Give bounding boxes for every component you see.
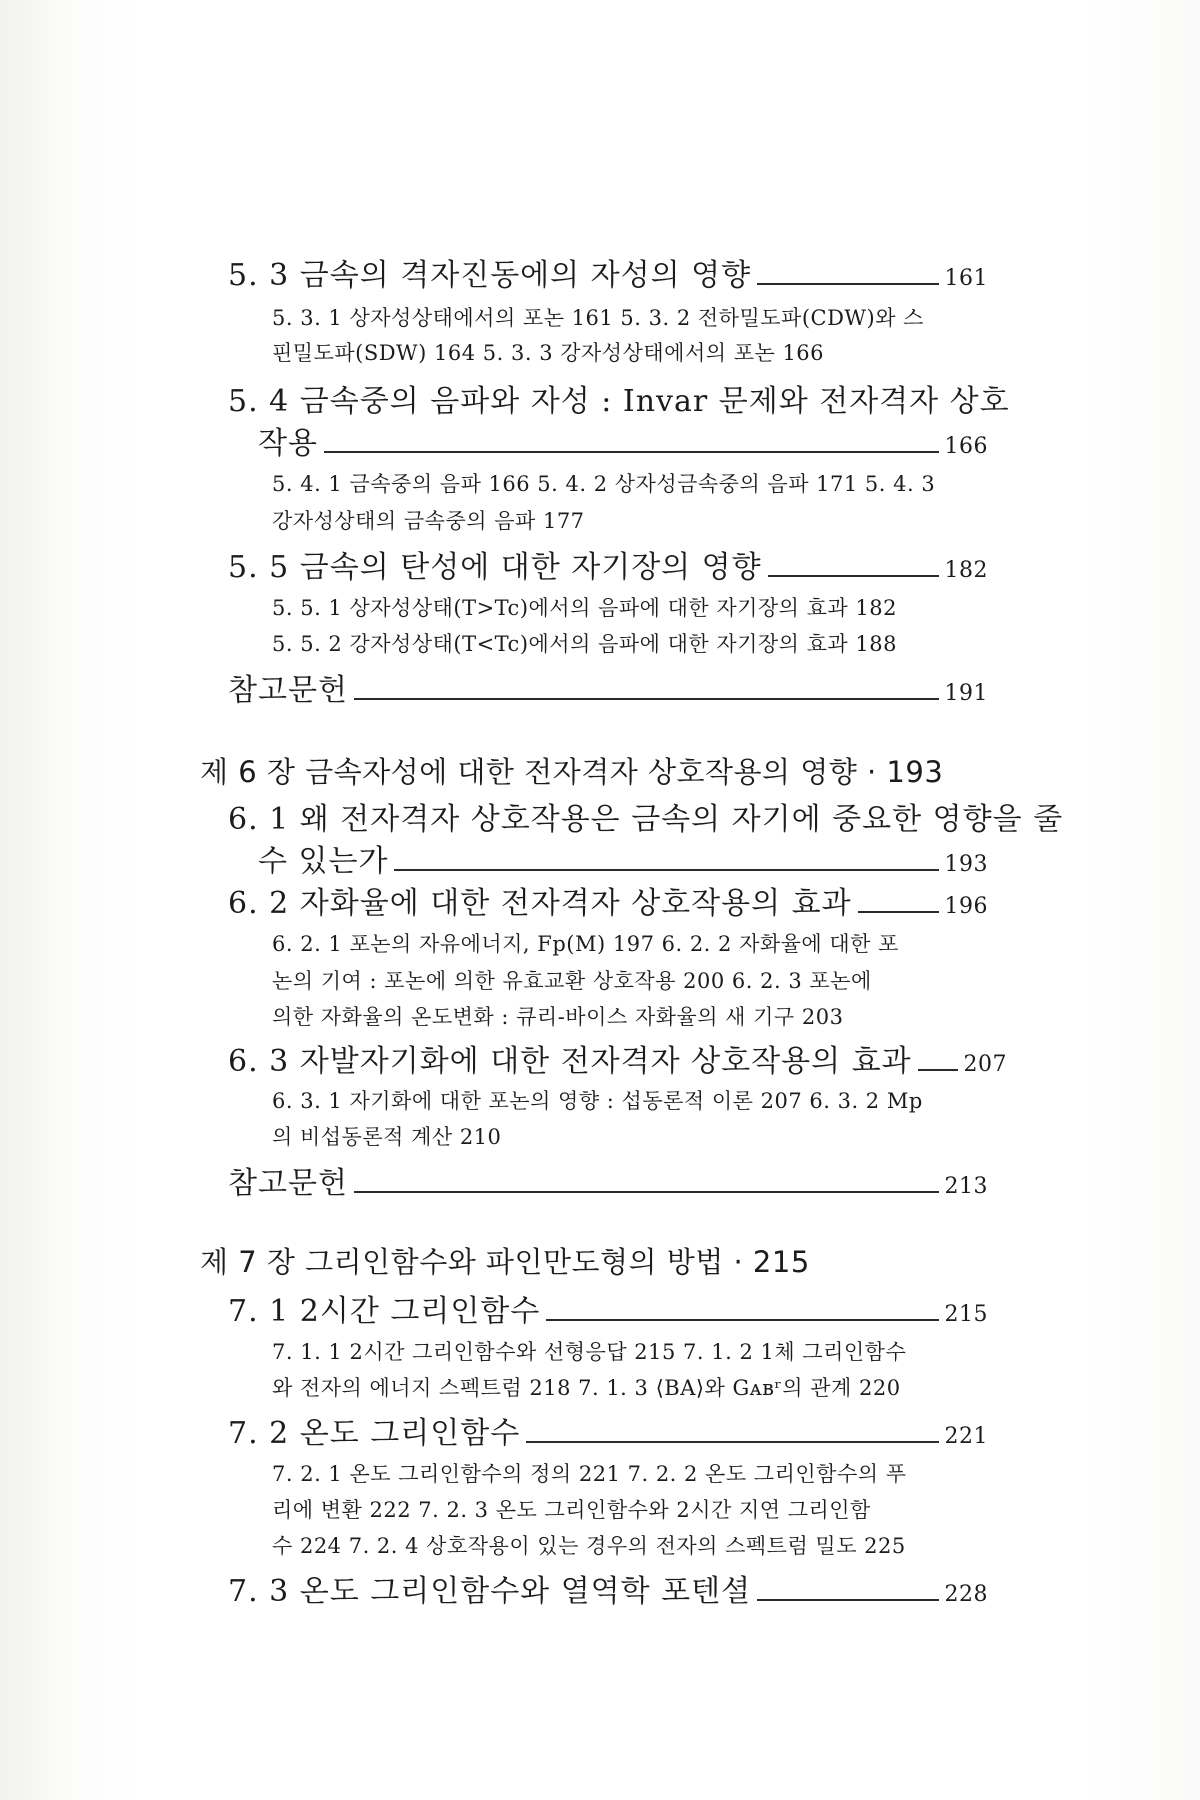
toc-section-7-3 bbox=[228, 1566, 988, 1610]
toc-section-7-2 bbox=[228, 1408, 988, 1452]
toc-section-5-3 bbox=[228, 250, 988, 294]
page-number: 221 bbox=[944, 1424, 988, 1449]
toc-subsections-6-2-line-3: 의한 자화율의 온도변화 : 큐리-바이스 자화율의 새 기구 203 bbox=[272, 1005, 844, 1029]
toc-section-5-5 bbox=[228, 542, 988, 586]
page-number: 191 bbox=[944, 681, 988, 706]
references-title: 참고문헌 bbox=[228, 673, 348, 708]
dot-leader bbox=[324, 451, 939, 453]
dot-leader bbox=[757, 283, 938, 285]
references-title: 참고문헌 bbox=[228, 1166, 348, 1201]
section-title-continued: 작용 bbox=[258, 426, 318, 461]
toc-section-6-1-title-line-1: 6. 1 왜 전자격자 상호작용은 금속의 자기에 중요한 영향을 줄 bbox=[228, 802, 1064, 837]
toc-references-ch6 bbox=[228, 1158, 988, 1202]
toc-subsections-6-3-line-1: 6. 3. 1 자기화에 대한 포논의 영향 : 섭동론적 이론 207 6. 3. 2 Mp bbox=[272, 1089, 923, 1113]
toc-subsections-5-3-line-2: 핀밀도파(SDW) 164 5. 3. 3 강자성상태에서의 포논 166 bbox=[272, 341, 825, 365]
page-number: 193 bbox=[944, 852, 988, 877]
section-title: 7. 3 온도 그리인함수와 열역학 포텐셜 bbox=[228, 1574, 752, 1609]
toc-chapter-6: 제 6 장 금속자성에 대한 전자격자 상호작용의 영향 · 193 bbox=[200, 755, 944, 789]
dot-leader bbox=[546, 1319, 938, 1321]
dot-leader bbox=[768, 575, 939, 577]
toc-section-6-1 bbox=[258, 836, 988, 880]
page-number: 213 bbox=[944, 1174, 988, 1199]
toc-chapter-7: 제 7 장 그리인함수와 파인만도형의 방법 · 215 bbox=[200, 1245, 810, 1279]
dot-leader bbox=[918, 1069, 958, 1071]
page-number: 182 bbox=[944, 558, 988, 583]
dot-leader bbox=[526, 1441, 938, 1443]
toc-subsections-6-2-line-1: 6. 2. 1 포논의 자유에너지, Fp(M) 197 6. 2. 2 자화율에 대한 포 bbox=[272, 932, 899, 956]
section-title: 5. 3 금속의 격자진동에의 자성의 영향 bbox=[228, 258, 752, 293]
toc-subsections-7-2-line-3: 수 224 7. 2. 4 상호작용이 있는 경우의 전자의 스펙트럼 밀도 225 bbox=[272, 1534, 906, 1558]
toc-subsections-7-1-line-1: 7. 1. 1 2시간 그리인함수와 선형응답 215 7. 1. 2 1체 그리인함수 bbox=[272, 1340, 907, 1364]
section-title-continued: 수 있는가 bbox=[258, 844, 389, 879]
toc-section-6-2 bbox=[228, 878, 988, 922]
page-number: 166 bbox=[944, 434, 988, 459]
section-title: 6. 2 자화율에 대한 전자격자 상호작용의 효과 bbox=[228, 886, 852, 921]
toc-subsections-5-5-line-2: 5. 5. 2 강자성상태(T<Tc)에서의 음파에 대한 자기장의 효과 188 bbox=[272, 632, 897, 656]
dot-leader bbox=[354, 698, 939, 700]
toc-subsections-5-4-line-2: 강자성상태의 금속중의 음파 177 bbox=[272, 509, 585, 533]
dot-leader bbox=[354, 1191, 939, 1193]
section-title: 7. 1 2시간 그리인함수 bbox=[228, 1294, 541, 1329]
dot-leader bbox=[858, 911, 939, 913]
toc-section-7-1 bbox=[228, 1286, 988, 1330]
toc-subsections-5-3-line-1: 5. 3. 1 상자성상태에서의 포논 161 5. 3. 2 전하밀도파(CDW)와 스 bbox=[272, 306, 924, 330]
section-title: 6. 3 자발자기화에 대한 전자격자 상호작용의 효과 bbox=[228, 1044, 912, 1079]
page-number: 196 bbox=[944, 894, 988, 919]
section-title: 7. 2 온도 그리인함수 bbox=[228, 1416, 521, 1451]
dot-leader bbox=[757, 1599, 938, 1601]
toc-section-5-4-title-line-1: 5. 4 금속중의 음파와 자성 : Invar 문제와 전자격자 상호 bbox=[228, 384, 1010, 419]
page-number: 207 bbox=[963, 1052, 1008, 1077]
toc-references-ch5 bbox=[228, 665, 988, 709]
toc-subsections-5-5-line-1: 5. 5. 1 상자성상태(T>Tc)에서의 음파에 대한 자기장의 효과 182 bbox=[272, 596, 897, 620]
page-number: 161 bbox=[944, 266, 988, 291]
toc-section-5-4 bbox=[258, 418, 988, 462]
toc-subsections-6-3-line-2: 의 비섭동론적 계산 210 bbox=[272, 1125, 502, 1149]
section-title: 5. 5 금속의 탄성에 대한 자기장의 영향 bbox=[228, 550, 762, 585]
toc-section-6-3 bbox=[228, 1036, 1008, 1080]
toc-subsections-6-2-line-2: 논의 기여 : 포논에 의한 유효교환 상호작용 200 6. 2. 3 포논에 bbox=[272, 969, 872, 993]
page-number: 228 bbox=[944, 1582, 988, 1607]
toc-subsections-7-1-line-2: 와 전자의 에너지 스펙트럼 218 7. 1. 3 ⟨BA⟩와 Gᴀʙʳ의 관계 220 bbox=[272, 1376, 901, 1400]
dot-leader bbox=[394, 869, 938, 871]
toc-subsections-7-2-line-1: 7. 2. 1 온도 그리인함수의 정의 221 7. 2. 2 온도 그리인함수의 푸 bbox=[272, 1462, 907, 1486]
toc-subsections-7-2-line-2: 리에 변환 222 7. 2. 3 온도 그리인함수와 2시간 지연 그리인함 bbox=[272, 1498, 871, 1522]
toc-subsections-5-4-line-1: 5. 4. 1 금속중의 음파 166 5. 4. 2 상자성금속중의 음파 171 5. 4. 3 bbox=[272, 472, 936, 496]
page-number: 215 bbox=[944, 1302, 988, 1327]
